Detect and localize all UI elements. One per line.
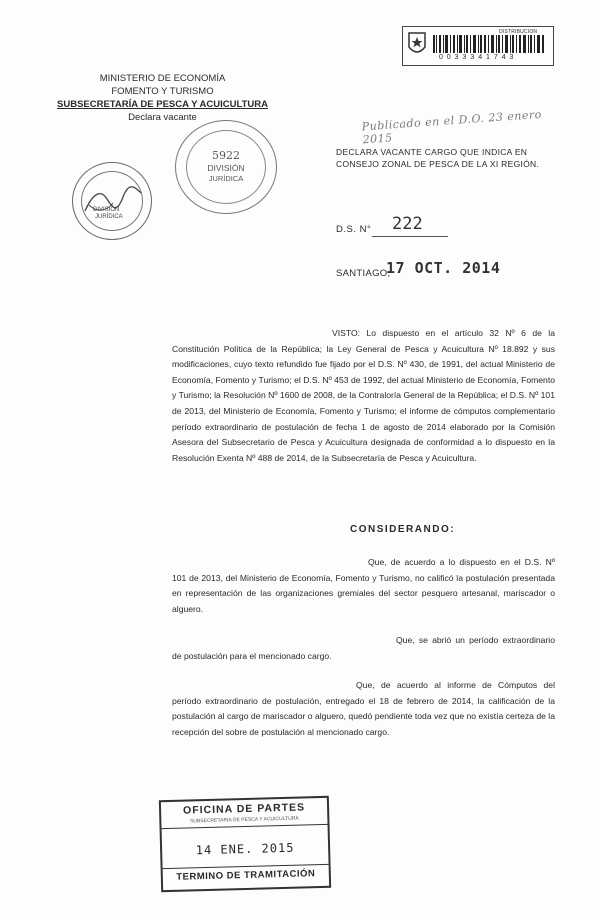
seal-stamp-left xyxy=(72,162,152,240)
document-reference: DECLARA VACANTE CARGO QUE INDICA EN CONSEJO ZONAL DE PESCA DE LA XI REGIÓN. xyxy=(336,147,540,169)
decree-number: 222 xyxy=(392,214,423,234)
seal-left-juridica: JURÍDICA xyxy=(95,214,123,220)
handwritten-note: Publicado en el D.O. 23 enero 2015 xyxy=(361,107,543,147)
considerando-paragraph-3: Que, de acuerdo al informe de Cómputos del período extraordinario de postulación, entregado el 18 de febrero de 2014, la calificación de la postulación al cargo de mariscador o alguero, quedó pendiente toda vez que no existía certeza de la recepción del sobre de postulación al mencionado cargo. xyxy=(172,680,555,737)
ministry-header xyxy=(55,72,270,124)
seal-number: 5922 xyxy=(212,149,240,162)
barcode-block xyxy=(402,26,554,66)
seal-stamp-center xyxy=(175,120,277,214)
visto-paragraph xyxy=(172,326,555,466)
ministry-subtitle: FOMENTO Y TURISMO xyxy=(111,86,214,97)
barcode-top-label: DISTRIBUCION xyxy=(499,29,538,35)
decree-label: D.S. N° xyxy=(336,224,372,235)
considerando-heading: CONSIDERANDO: xyxy=(350,524,456,535)
considerando-paragraph-2: Que, se abrió un período extraordinario de postulación para el mencionado cargo. xyxy=(172,635,555,661)
ministry-name: MINISTERIO DE ECONOMÍA xyxy=(99,73,226,84)
header-subject: Declara vacante xyxy=(128,112,197,123)
stamp-date: 14 ENE. 2015 xyxy=(195,840,295,858)
barcode-bars xyxy=(433,35,545,53)
date-value: 17 OCT. 2014 xyxy=(386,259,501,277)
barcode-number: 0 0 3 3 3 4 1 7 4 3 xyxy=(439,54,515,61)
coat-of-arms-icon xyxy=(407,31,427,59)
visto-text: VISTO: Lo dispuesto en el artículo 32 Nº 6 de la Constitución Política de la República; la Ley General de Pesca y Acuicultura Nº 18.892 y sus modificaciones, cuyo texto refundido fue fijado por el D.S. Nº 430, de 1991, del actual Ministerio de Economía, Fomento y Turismo; el D.S. Nº 453 de 1992, del actual Ministerio de Economía, Fomento y Turismo; la Resolución Nº 1600 de 2008, de la Contraloría General de la República; el D.S. Nº 101 de 2013, del Ministerio de Economía, Fomento y Turismo; el informe de cómputos complementario período extraordinario de postulación de fecha 1 de agosto de 2014 elaborado por la Comisión Asesora del Subsecretario de Pesca y Acuicultura designada de conformidad a lo dispuesto en la Resolución Exenta Nº 488 de 2014, de la Subsecretaría de Pesca y Acuicultura. xyxy=(172,328,555,463)
seal-left-division: DIVISIÓN xyxy=(93,207,120,213)
date-place: SANTIAGO, xyxy=(336,268,391,279)
seal-juridica: JURÍDICA xyxy=(208,174,244,183)
oficina-partes-stamp xyxy=(159,796,331,892)
considerando-paragraph-1: Que, de acuerdo a lo dispuesto en el D.S. Nº 101 de 2013, del Ministerio de Economía, Fomento y Turismo, no calificó la postulación presentada en representación de las organizaciones gremiales del sector pesquero artesanal, mariscador o alguero. xyxy=(172,557,555,614)
seal-division: DIVISIÓN xyxy=(207,163,245,173)
subsecretaria-name: SUBSECRETARÍA DE PESCA Y ACUICULTURA xyxy=(57,99,268,110)
stamp-footer: TERMINO DE TRAMITACIÓN xyxy=(176,868,316,883)
decree-underline xyxy=(372,236,448,237)
stamp-title: OFICINA DE PARTES xyxy=(182,801,306,817)
stamp-subtitle: SUBSECRETARÍA DE PESCA Y ACUICULTURA xyxy=(189,815,299,825)
